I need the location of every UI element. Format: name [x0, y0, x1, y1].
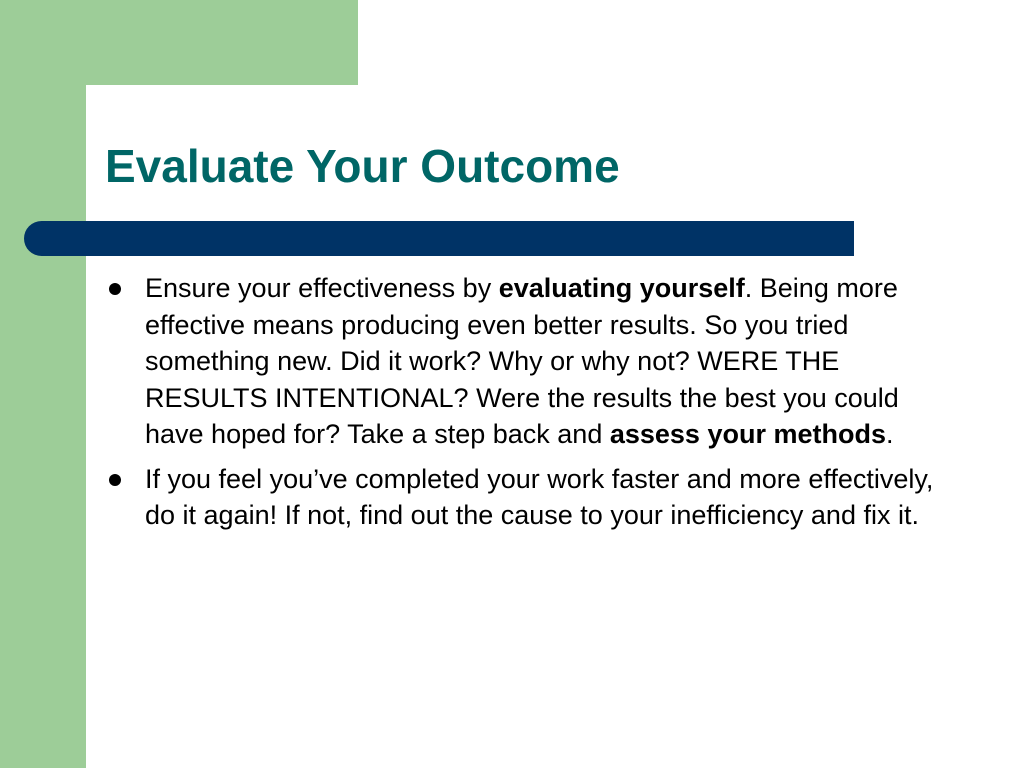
bullet-bold-segment: evaluating yourself — [498, 273, 745, 303]
bullet-text-segment: If you feel you’ve completed your work faster and more effectively, do it again! If not, find out the cause to your inefficiency and fix it. — [145, 463, 934, 530]
title-underline-bar — [24, 221, 854, 256]
bullet-item — [105, 461, 955, 534]
green-top-band — [0, 0, 358, 85]
bullet-text-segment: . Being more effective means producing even better results. So you tried something new. Did it work? Why or why not? WERE THE RESULTS INTENTIONAL? Were the results the best you could have hoped for? Take a step back and — [145, 273, 899, 449]
bullet-dot-icon — [109, 474, 121, 486]
bullet-text — [145, 464, 933, 531]
bullet-item — [105, 270, 955, 453]
bullet-list — [105, 270, 955, 542]
bullet-text-segment: Ensure your effectiveness by — [145, 273, 499, 303]
bullet-bold-segment: assess your methods — [609, 419, 886, 449]
bullet-dot-icon — [109, 283, 121, 295]
bullet-text-segment: . — [885, 419, 894, 449]
slide-title: Evaluate Your Outcome — [105, 140, 620, 192]
green-left-band — [0, 0, 86, 768]
bullet-text — [145, 273, 899, 449]
